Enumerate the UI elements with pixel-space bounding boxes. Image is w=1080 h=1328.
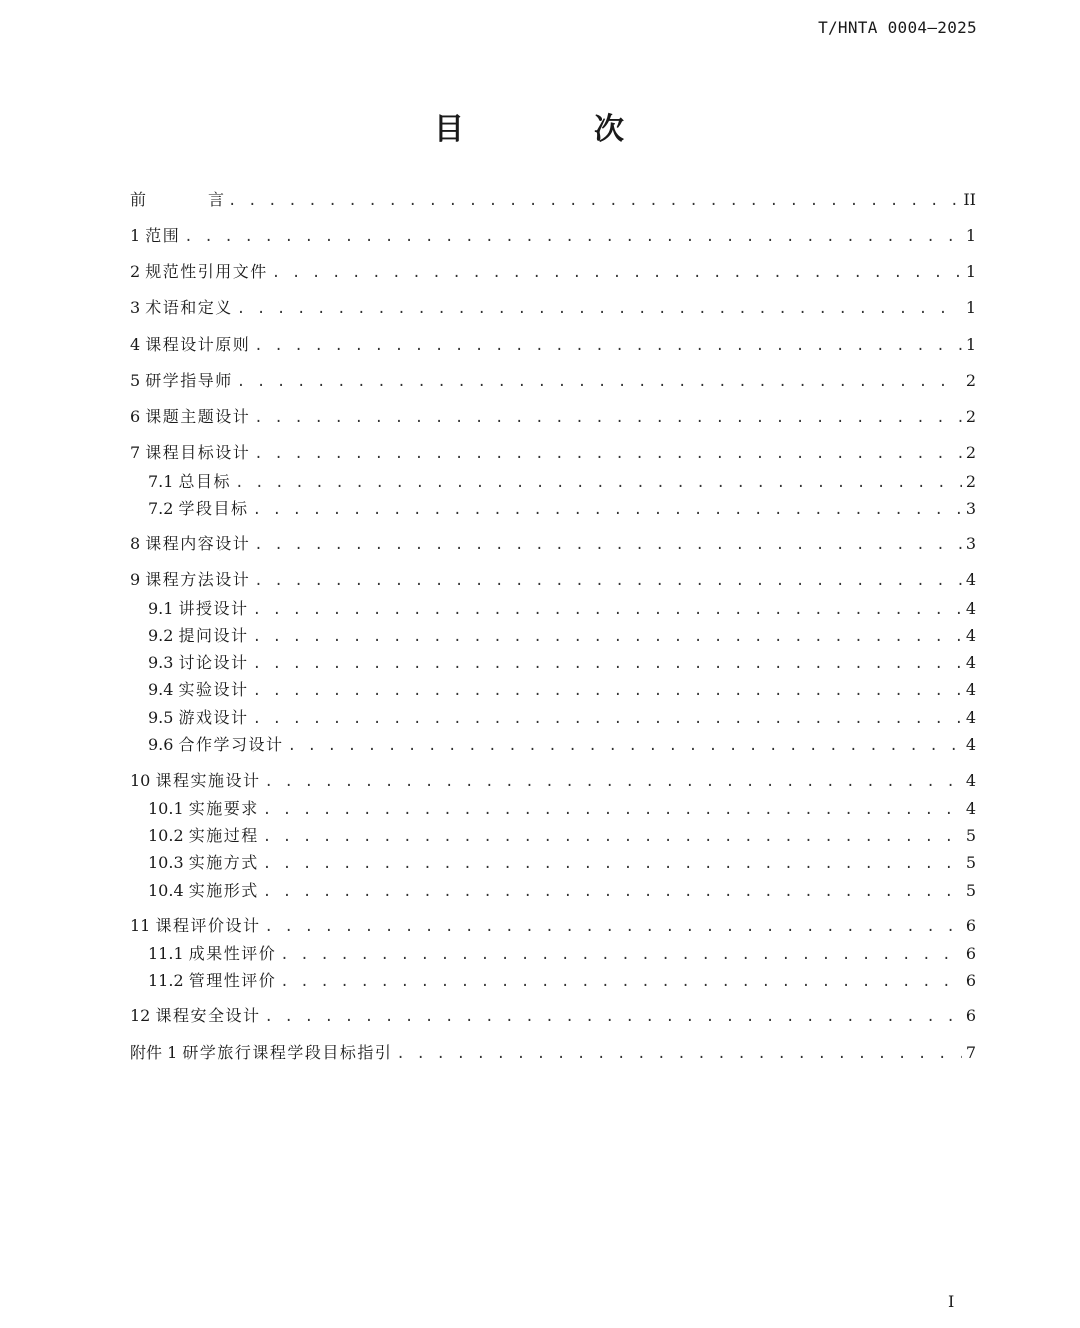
toc-dot-leader [254, 334, 962, 358]
toc-dot-leader [280, 970, 962, 994]
toc-page-number: 3 [965, 499, 976, 518]
toc-entry-number: 10 [130, 771, 151, 790]
toc-entry-9-5[interactable] [148, 706, 976, 730]
toc-dot-leader [254, 442, 962, 466]
toc-page-number: 2 [965, 472, 976, 491]
toc-entry-label: 研学指导师 [145, 371, 233, 390]
toc-dot-leader [237, 370, 962, 394]
toc-entry-10-4[interactable] [148, 879, 976, 903]
toc-page-number: 5 [965, 853, 976, 872]
toc-page-number: 4 [965, 771, 976, 790]
toc-entry-label: 课程目标设计 [145, 443, 251, 462]
toc-entry-label: 实施要求 [188, 799, 259, 818]
toc-dot-leader [253, 679, 962, 703]
toc-entry-number: 4 [130, 335, 141, 354]
toc-entry-label: 实施方式 [188, 853, 259, 872]
toc-entry-number: 9.1 [148, 599, 174, 618]
toc-entry-9-3[interactable] [148, 651, 976, 675]
toc-entry-11-2[interactable] [148, 969, 976, 993]
toc-dot-leader [253, 598, 962, 622]
toc-entry-7[interactable] [130, 441, 976, 465]
toc-entry-number: 2 [130, 262, 141, 281]
toc-page-number: 4 [965, 599, 976, 618]
toc-entry-number: 9.6 [148, 735, 174, 754]
toc-page-number: II [963, 190, 976, 209]
toc-entry-number: 10.3 [148, 853, 184, 872]
toc-dot-leader [280, 943, 962, 967]
toc-entry-6[interactable] [130, 405, 976, 429]
toc-entry-label: 学段目标 [178, 499, 249, 518]
toc-page-number: 4 [965, 735, 976, 754]
toc-entry-label: 课题主题设计 [145, 407, 251, 426]
toc-dot-leader [264, 770, 961, 794]
toc-page-number: 4 [965, 626, 976, 645]
toc-entry-7-2[interactable] [148, 497, 976, 521]
toc-dot-leader [184, 225, 962, 249]
toc-entry-number: 6 [130, 407, 141, 426]
toc-entry-label: 课程实施设计 [155, 771, 261, 790]
toc-entry-number: 7 [130, 443, 141, 462]
toc-entry-number: 11.2 [148, 971, 184, 990]
toc-page-number: 7 [965, 1043, 976, 1062]
toc-entry-label: 研学旅行课程学段目标指引 [182, 1043, 393, 1062]
toc-entry-11-1[interactable] [148, 942, 976, 966]
toc-entry-number: 1 [130, 226, 141, 245]
toc-page-number: 1 [965, 335, 976, 354]
toc-dot-leader [263, 825, 962, 849]
toc-entry-9-1[interactable] [148, 597, 976, 621]
toc-entry-label: 管理性评价 [188, 971, 277, 990]
toc-dot-leader [254, 533, 962, 557]
toc-page-number: 6 [965, 916, 976, 935]
toc-entry-10-1[interactable] [148, 797, 976, 821]
toc-page-number: 6 [965, 1006, 976, 1025]
toc-entry-label: 课程方法设计 [145, 570, 251, 589]
toc-entry-label: 实施形式 [188, 881, 259, 900]
toc-entry-10[interactable] [130, 769, 976, 793]
toc-dot-leader [235, 471, 962, 495]
toc-entry-9[interactable] [130, 568, 976, 592]
toc-entry-10-2[interactable] [148, 824, 976, 848]
toc-entry-7-1[interactable] [148, 470, 976, 494]
toc-dot-leader [254, 569, 962, 593]
toc-page-number: 3 [965, 534, 976, 553]
toc-dot-leader [263, 798, 962, 822]
toc-entry-number: 9 [130, 570, 141, 589]
toc-entry-1[interactable] [130, 224, 976, 248]
toc-dot-leader [253, 625, 962, 649]
toc-entry-number: 11.1 [148, 944, 184, 963]
toc-page-number: 2 [965, 407, 976, 426]
toc-dot-leader [264, 1005, 961, 1029]
toc-dot-leader [254, 406, 962, 430]
toc-entry-10-3[interactable] [148, 851, 976, 875]
toc-dot-leader [237, 297, 962, 321]
toc-entry-number: 9.5 [148, 708, 174, 727]
toc-entry-number: 9.2 [148, 626, 174, 645]
toc-dot-leader [272, 261, 962, 285]
toc-entry-9-4[interactable] [148, 678, 976, 702]
toc-entry-number: 前 [130, 190, 147, 209]
toc-page-number: 4 [965, 653, 976, 672]
toc-page-number: 1 [965, 226, 976, 245]
toc-entry-label: 提问设计 [178, 626, 249, 645]
toc-entry-number: 12 [130, 1006, 151, 1025]
toc-dot-leader [228, 189, 959, 213]
toc-entry-12[interactable] [130, 1004, 976, 1028]
toc-entry-number: 附件 1 [130, 1043, 178, 1062]
toc-page-number: 4 [965, 708, 976, 727]
toc-page-number: 1 [965, 298, 976, 317]
toc-entry-number: 8 [130, 534, 141, 553]
toc-entry-label: 课程安全设计 [155, 1006, 261, 1025]
toc-entry-4[interactable] [130, 333, 976, 357]
toc-entry-label: 讨论设计 [178, 653, 249, 672]
toc-dot-leader [253, 707, 962, 731]
toc-entry-foreword[interactable] [130, 188, 976, 212]
toc-dot-leader [253, 498, 962, 522]
toc-entry-label: 合作学习设计 [178, 735, 284, 754]
toc-entry-number: 5 [130, 371, 141, 390]
toc-entry-label: 总目标 [178, 472, 232, 491]
toc-entry-number: 3 [130, 298, 141, 317]
toc-page-number: 6 [965, 944, 976, 963]
toc-dot-leader [396, 1042, 961, 1066]
toc-dot-leader [264, 915, 961, 939]
toc-entry-label: 课程设计原则 [145, 335, 251, 354]
toc-dot-leader [263, 852, 962, 876]
toc-entry-number: 10.4 [148, 881, 184, 900]
toc-entry-number: 9.3 [148, 653, 174, 672]
toc-entry-9-2[interactable] [148, 624, 976, 648]
page-title: 目 次 [434, 112, 674, 147]
toc-entry-label: 讲授设计 [178, 599, 249, 618]
toc-entry-number: 9.4 [148, 680, 174, 699]
toc-page-number: 2 [965, 443, 976, 462]
page-number: I [948, 1292, 955, 1311]
toc-entry-5[interactable] [130, 369, 976, 393]
toc-page-number: 4 [965, 570, 976, 589]
toc-entry-8[interactable] [130, 532, 976, 556]
toc-entry-label: 游戏设计 [178, 708, 249, 727]
toc-entry-number: 11 [130, 916, 151, 935]
toc-entry-number: 7.2 [148, 499, 174, 518]
toc-dot-leader [253, 652, 962, 676]
toc-entry-number: 7.1 [148, 472, 174, 491]
toc-entry-label: 课程评价设计 [155, 916, 261, 935]
toc-entry-label: 范围 [145, 226, 181, 245]
toc-entry-label: 成果性评价 [188, 944, 277, 963]
toc-entry-label: 实施过程 [188, 826, 259, 845]
toc-entry-label: 言 [208, 190, 225, 209]
toc-entry-appendix-1[interactable] [130, 1041, 976, 1065]
toc-entry-2[interactable] [130, 260, 976, 284]
toc-dot-leader [263, 880, 962, 904]
toc-dot-leader [288, 734, 962, 758]
toc-page-number: 4 [965, 799, 976, 818]
toc-entry-9-6[interactable] [148, 733, 976, 757]
toc-entry-11[interactable] [130, 914, 976, 938]
toc-page-number: 5 [965, 881, 976, 900]
toc-entry-number: 10.1 [148, 799, 184, 818]
toc-page-number: 1 [965, 262, 976, 281]
toc-entry-3[interactable] [130, 296, 976, 320]
toc-entry-label: 课程内容设计 [145, 534, 251, 553]
toc-entry-number: 10.2 [148, 826, 184, 845]
toc-entry-label: 实验设计 [178, 680, 249, 699]
document-code: T/HNTA 0004—2025 [818, 18, 977, 37]
toc-page-number: 6 [965, 971, 976, 990]
toc-entry-label: 术语和定义 [145, 298, 233, 317]
toc-page-number: 2 [965, 371, 976, 390]
toc-page-number: 5 [965, 826, 976, 845]
toc-entry-label: 规范性引用文件 [145, 262, 268, 281]
toc-page-number: 4 [965, 680, 976, 699]
